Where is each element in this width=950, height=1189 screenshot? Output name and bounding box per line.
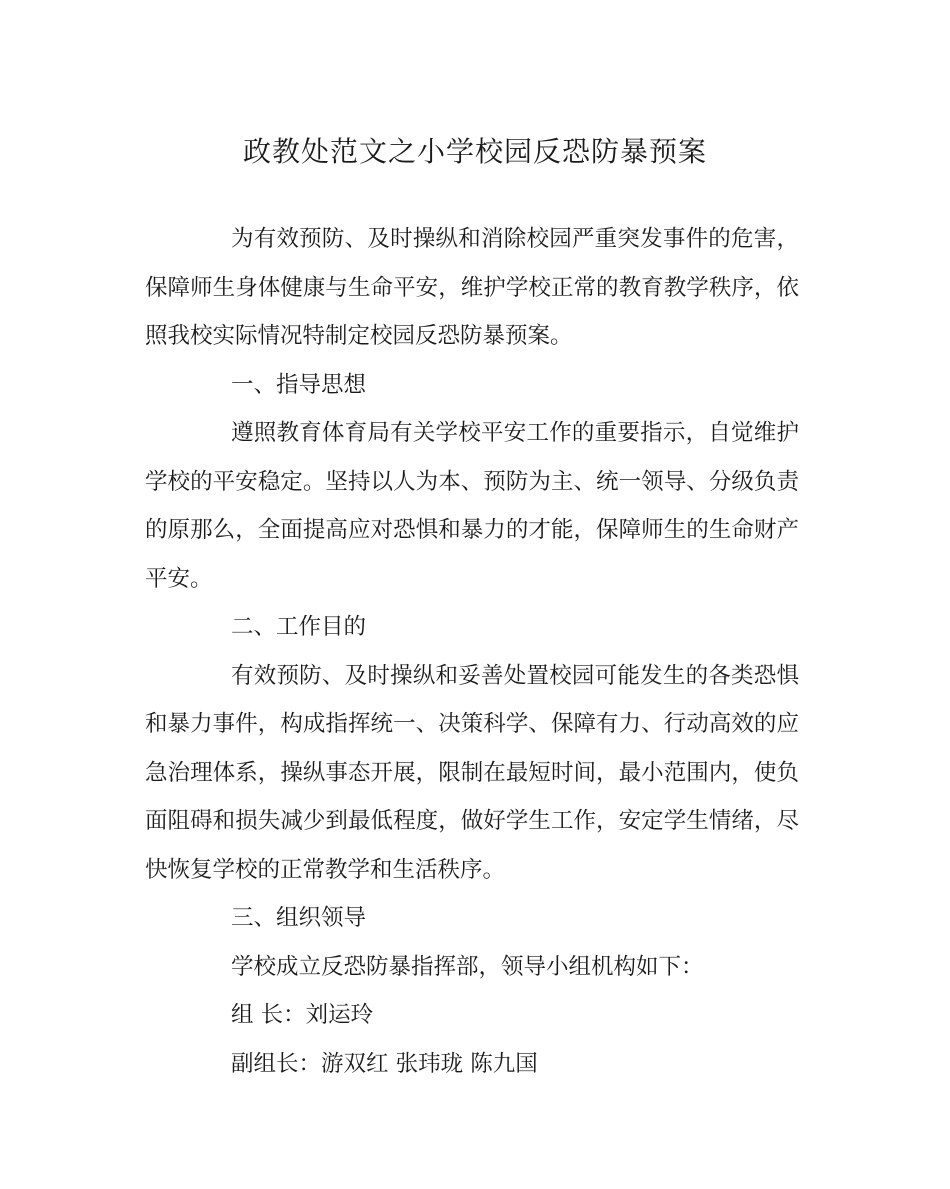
deputy-leader-line: 副组长：游双红 张玮珑 陈九国 <box>231 1050 538 1077</box>
organization-paragraph: 学校成立反恐防暴指挥部，领导小组机构如下： <box>231 953 704 980</box>
section-heading-work-objective: 二、工作目的 <box>231 614 367 640</box>
guiding-ideology-paragraph: 遵照教育体育局有关学校平安工作的重要指示，自觉维护学校的平安稳定。坚持以人为本、预防为主、统一领导、分级负责的原那么，全面提高应对恐惧和暴力的才能，保障师生的生命财产平安。 <box>145 420 799 592</box>
document-title: 政教处范文之小学校园反恐防暴预案 <box>242 135 707 168</box>
document-body <box>145 215 799 1088</box>
intro-paragraph: 为有效预防、及时操纵和消除校园严重突发事件的危害，保障师生身体健康与生命平安，维护学校正常的教育教学秩序，依照我校实际情况特制定校园反恐防暴预案。 <box>145 226 799 349</box>
team-leader-line: 组 长：刘运玲 <box>231 1002 374 1028</box>
section-heading-organization: 三、组织领导 <box>231 905 367 931</box>
section-heading-guiding-ideology: 一、指导思想 <box>231 371 367 398</box>
work-objective-paragraph: 有效预防、及时操纵和妥善处置校园可能发生的各类恐惧和暴力事件，构成指挥统一、决策科学、保障有力、行动高效的应急治理体系，操纵事态开展，限制在最短时间，最小范围内，使负面阻碍和损失减少到最低程度，做好学生工作，安定学生情绪，尽快恢复学校的正常教学和生活秩序。 <box>145 662 799 883</box>
